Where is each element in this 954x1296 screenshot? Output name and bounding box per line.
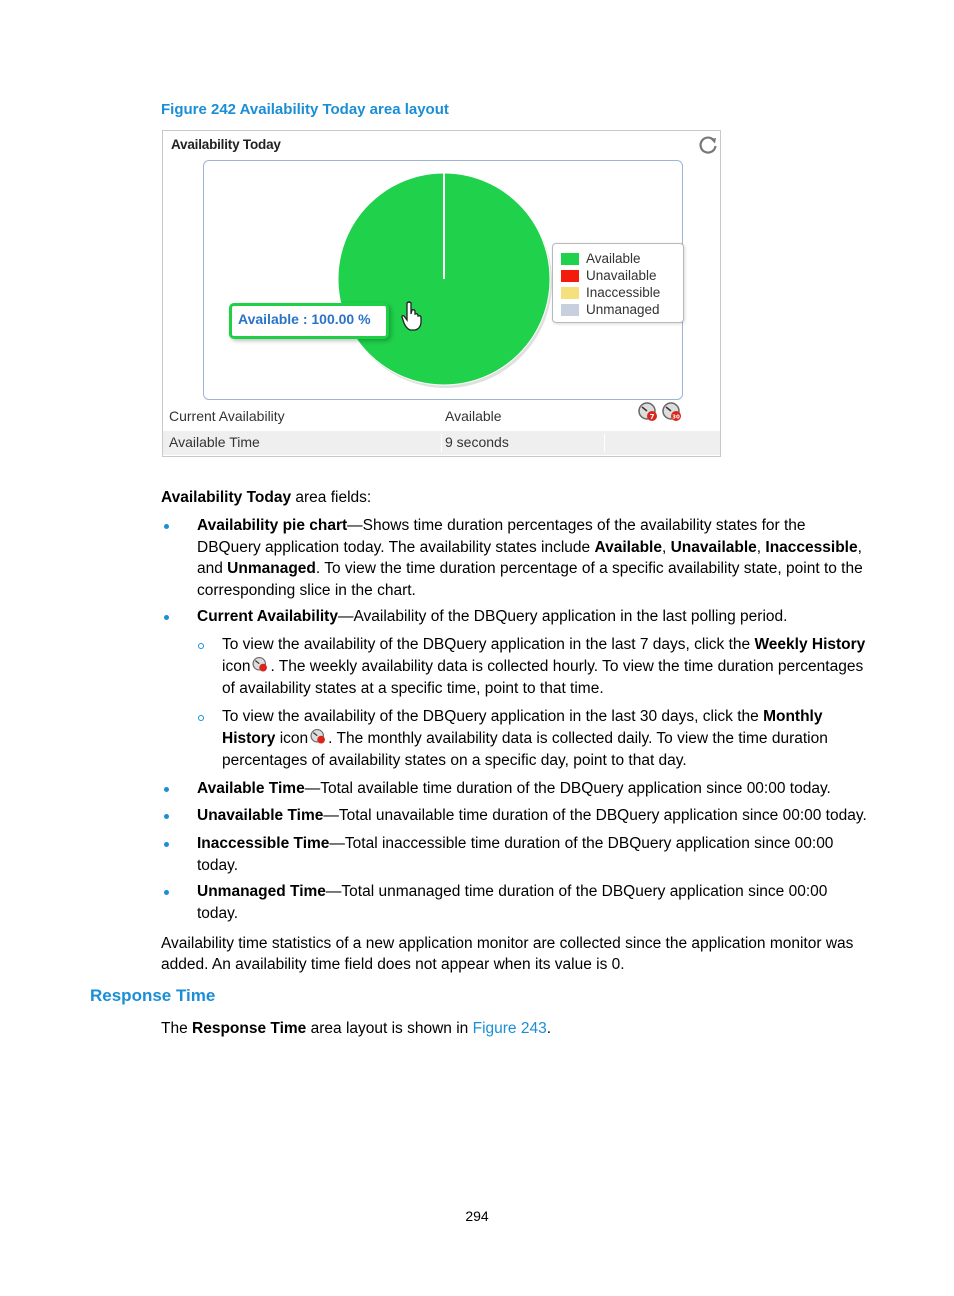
- figure-caption: Figure 242 Availability Today area layout: [161, 101, 449, 118]
- current-availability-row: [163, 405, 720, 429]
- bullet-dot: [164, 787, 169, 792]
- row-divider: [441, 434, 442, 452]
- row-divider: [604, 434, 605, 452]
- monthly-history-icon[interactable]: [661, 401, 683, 423]
- refresh-icon[interactable]: [697, 134, 719, 156]
- chart-legend: [552, 243, 684, 323]
- bullet-dot: [164, 842, 169, 847]
- bullet-unmanaged-time: Unmanaged Time—Total unmanaged time duration of the DBQuery application since 00:00 today.: [197, 883, 828, 922]
- bullet-dot: [164, 890, 169, 895]
- response-time-intro: The Response Time area layout is shown in Figure 243.: [161, 1020, 552, 1037]
- bullet-current-availability: Current Availability—Availability of the DBQuery application in the last polling period.: [197, 608, 788, 625]
- available-time-row: [163, 431, 720, 455]
- page-number: 294: [465, 1208, 489, 1224]
- sub-bullet: [198, 643, 204, 649]
- legend-swatch: [561, 270, 579, 282]
- sub-bullet-monthly-history: To view the availability of the DBQuery application in the last 30 days, click the Monthly History icon . The monthly availability data is collected daily. To view the time duration percentages of availability states on a specific day, point to that day.: [222, 708, 828, 769]
- widget-title: Availability Today: [171, 137, 281, 152]
- bullet-available-time: Available Time—Total available time duration of the DBQuery application since 00:00 today.: [197, 780, 831, 797]
- svg-text:7: 7: [649, 413, 655, 421]
- svg-text:30: 30: [672, 414, 680, 421]
- availability-today-widget: [162, 130, 721, 457]
- legend-label: Unavailable: [586, 268, 657, 283]
- bullet-dot: [164, 814, 169, 819]
- current-availability-label: Current Availability: [169, 408, 285, 424]
- fields-intro: Availability Today area fields:: [161, 489, 372, 506]
- section-title-response-time: Response Time: [90, 986, 216, 1005]
- bullet-dot: [164, 524, 169, 529]
- available-time-value: 9 seconds: [445, 434, 509, 450]
- bullet-pie-chart: Availability pie chart—Shows time duration percentages of the availability states for the DBQuery application today. The availability states include Available, Unavailable, Inaccessible, and Unmanaged. To view the time duration percentage of a specific availability state, point to the corresponding slice in the chart.: [197, 517, 863, 599]
- legend-label: Inaccessible: [586, 285, 661, 300]
- weekly-history-icon[interactable]: [637, 401, 659, 423]
- figure-243-link[interactable]: Figure 243: [472, 1020, 547, 1037]
- monthly-history-icon: [308, 728, 328, 745]
- current-availability-value: Available: [445, 408, 502, 424]
- legend-swatch: [561, 287, 579, 299]
- available-time-label: Available Time: [169, 434, 260, 450]
- weekly-history-icon: [250, 656, 270, 673]
- sub-bullet-weekly-history: To view the availability of the DBQuery application in the last 7 days, click the Weekly History icon . The weekly availability data is collected hourly. To view the time duration percentages of availability states at a specific time, point to that time.: [222, 636, 866, 697]
- bullet-unavailable-time: Unavailable Time—Total unavailable time duration of the DBQuery application since 00:00 today.: [197, 807, 867, 824]
- slice-tooltip: Available : 100.00 %: [229, 303, 389, 339]
- legend-label: Available: [586, 251, 641, 266]
- legend-swatch: [561, 253, 579, 265]
- statistics-note: Availability time statistics of a new application monitor are collected since the application monitor was added. An availability time field does not appear when its value is 0.: [161, 935, 854, 973]
- legend-label: Unmanaged: [586, 302, 660, 317]
- legend-swatch: [561, 304, 579, 316]
- bullet-dot: [164, 615, 169, 620]
- pie-chart-area: [203, 160, 683, 400]
- sub-bullet: [198, 715, 204, 721]
- bullet-inaccessible-time: Inaccessible Time—Total inaccessible time duration of the DBQuery application since 00:00 today.: [197, 835, 834, 874]
